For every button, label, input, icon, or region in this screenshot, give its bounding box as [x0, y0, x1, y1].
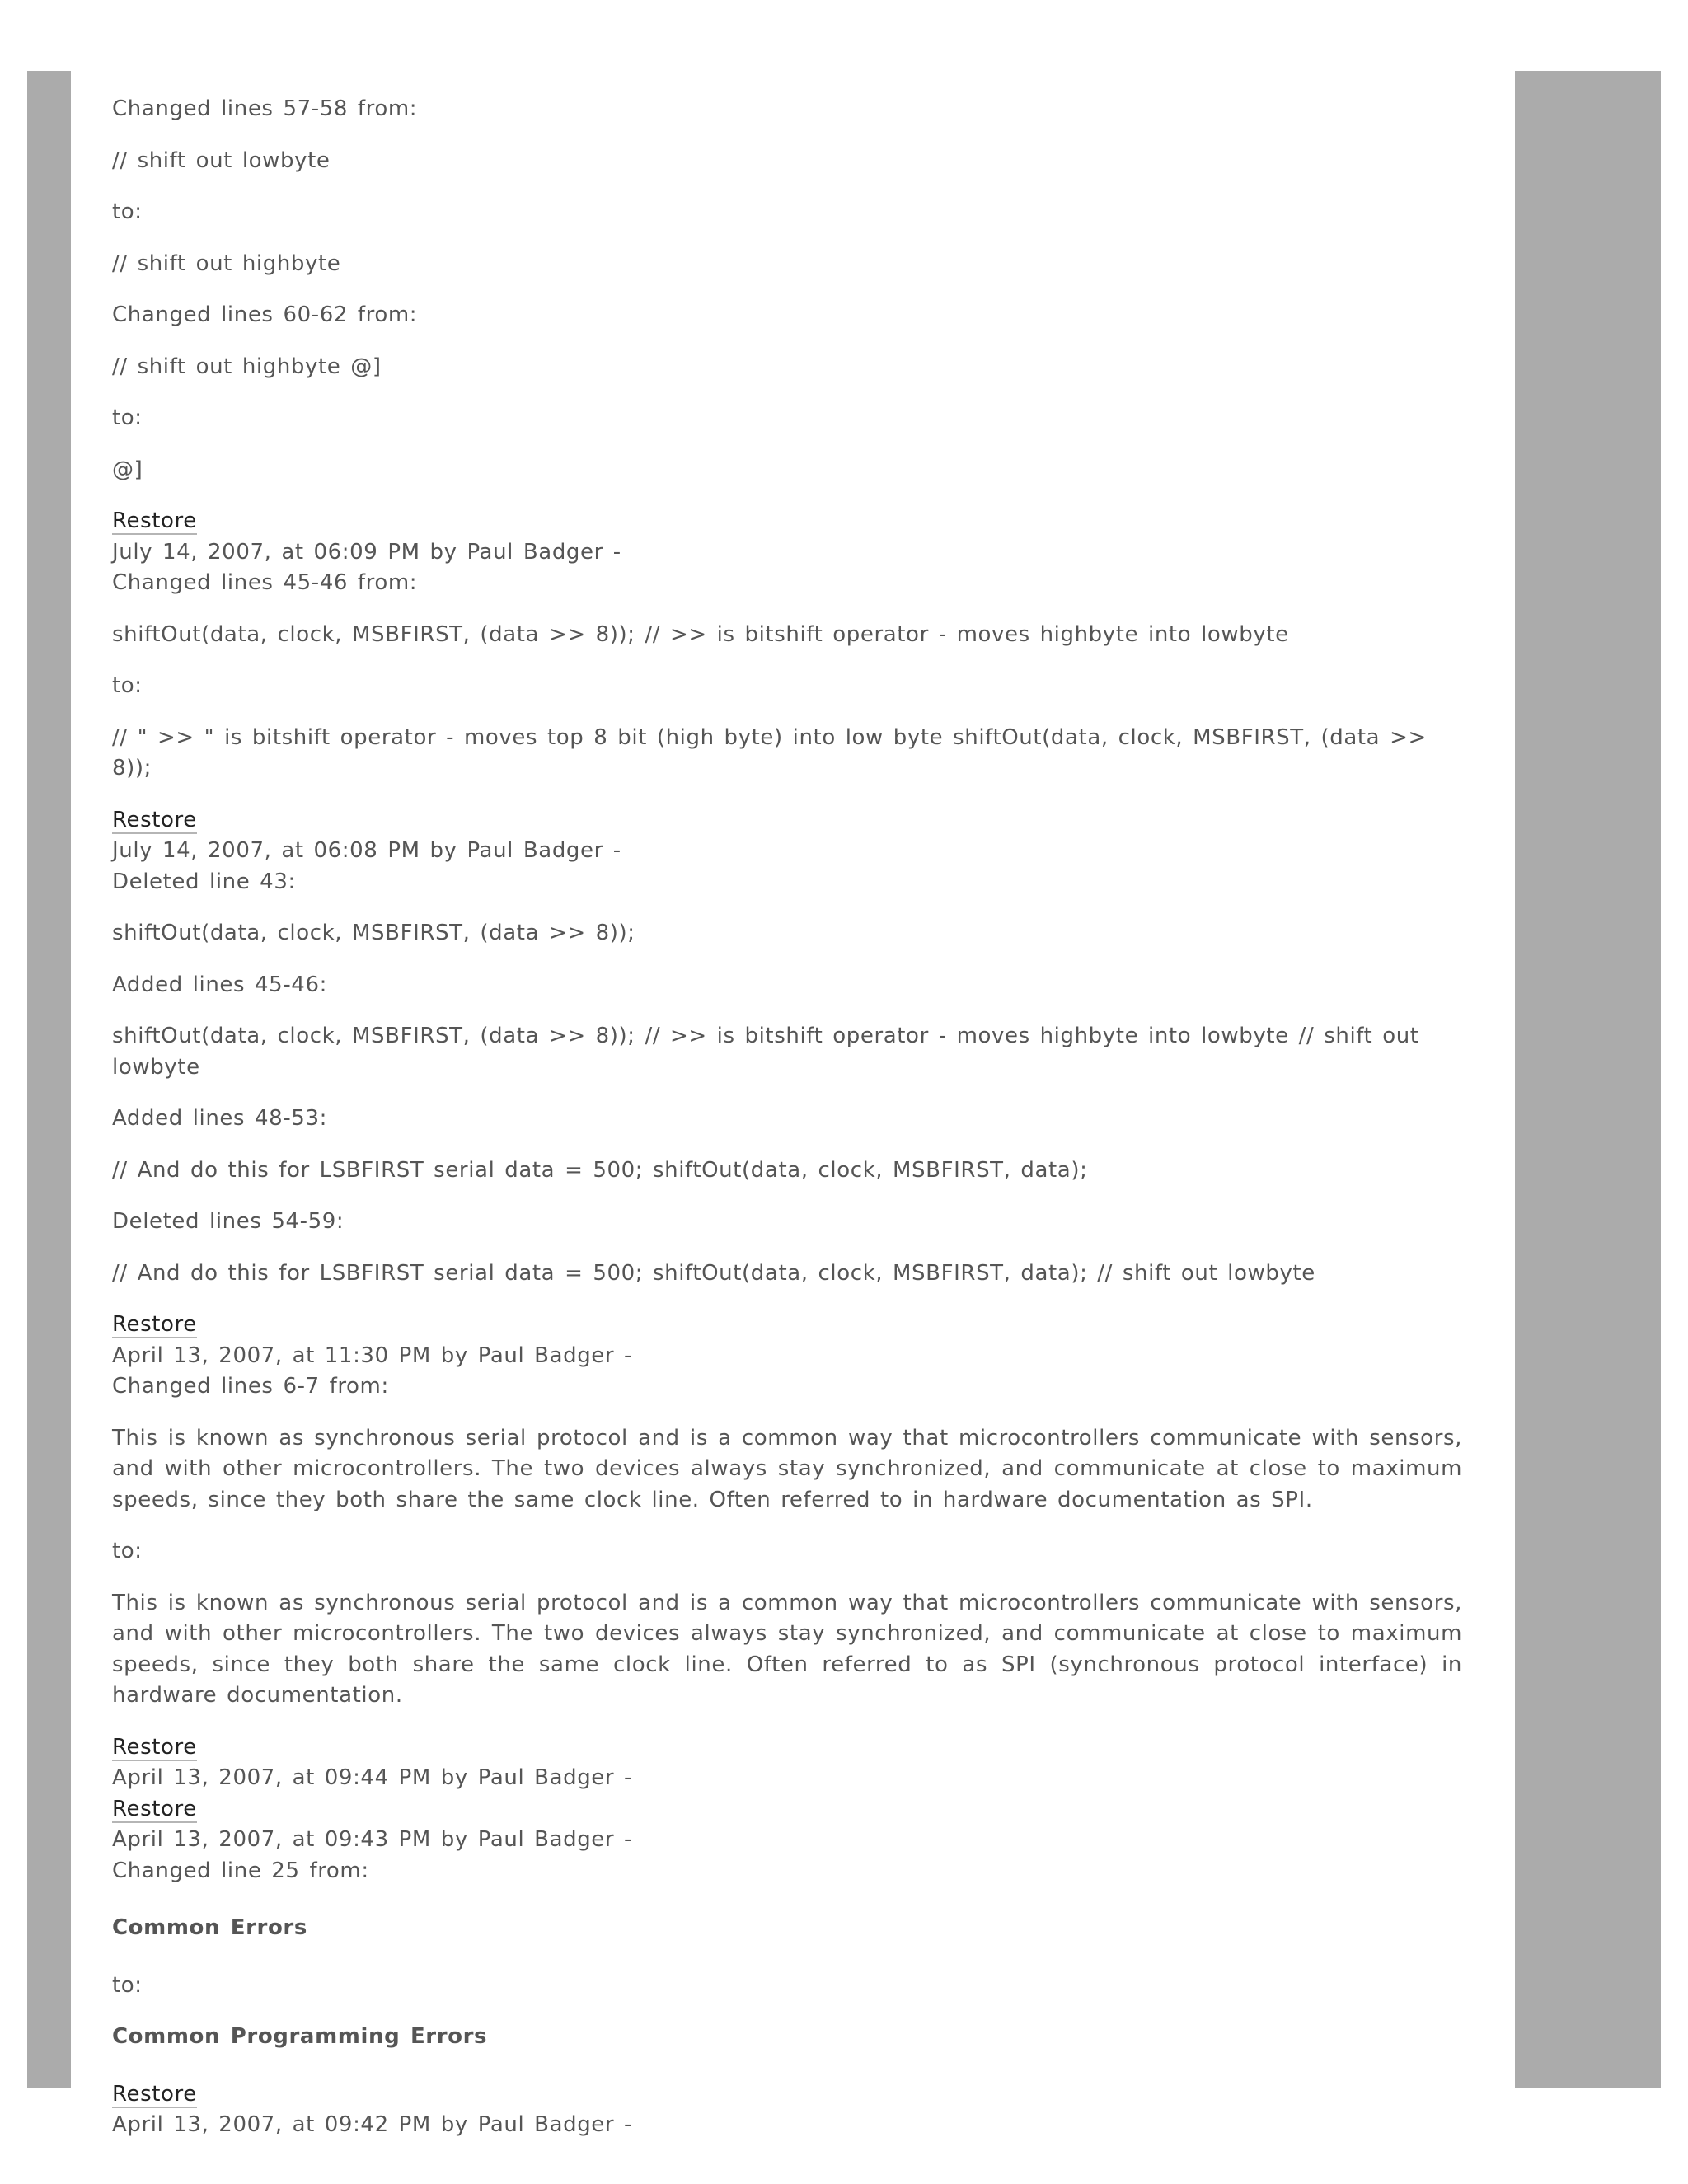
revision-meta: April 13, 2007, at 09:42 PM by Paul Badger - — [112, 2112, 633, 2137]
diff-text: Deleted lines 54-59: — [112, 1209, 345, 1234]
diff-text: to: — [112, 1972, 143, 1998]
diff-paragraph: This is known as synchronous serial protocol and is a common way that microcontrollers communicate with sensors, and with other microcontrollers. The two devices always stay synchronized, and communicate at close to maximum speeds, since they both share the same clock line. Often referred to in hardware documentation as SPI. — [112, 1425, 1462, 1512]
revision-meta: April 13, 2007, at 09:43 PM by Paul Badger - — [112, 1827, 633, 1852]
restore-link[interactable]: Restore — [112, 509, 197, 533]
revision-meta: July 14, 2007, at 06:08 PM by Paul Badger - — [112, 838, 621, 863]
diff-text: // And do this for LSBFIRST serial data = 500; shiftOut(data, clock, MSBFIRST, data); // shift out lowbyte — [112, 1260, 1315, 1286]
restore-link[interactable]: Restore — [112, 2081, 197, 2107]
diff-text: to: — [112, 673, 143, 698]
diff-text: shiftOut(data, clock, MSBFIRST, (data >> 8)); // >> is bitshift operator - moves highbyte into lowbyte // shift out lowbyte — [112, 1024, 1419, 1080]
diff-text: Added lines 48-53: — [112, 1106, 327, 1131]
diff-text: @] — [112, 457, 143, 482]
diff-heading: Common Programming Errors — [112, 2024, 488, 2049]
diff-text: // shift out lowbyte — [112, 148, 331, 173]
restore-link[interactable]: Restore — [112, 807, 197, 832]
revision-meta: April 13, 2007, at 09:44 PM by Paul Badger - — [112, 1765, 633, 1790]
diff-text: // shift out highbyte — [112, 251, 341, 276]
revision-entry — [112, 1310, 1462, 1403]
revision-change: Deleted line 43: — [112, 869, 296, 894]
diff-text: Changed lines 60-62 from: — [112, 302, 418, 327]
diff-text: // And do this for LSBFIRST serial data = 500; shiftOut(data, clock, MSBFIRST, data); — [112, 1157, 1088, 1183]
restore-link[interactable]: Restore — [112, 1312, 197, 1337]
history-list — [112, 94, 1462, 2162]
revision-change: Changed lines 45-46 from: — [112, 570, 418, 595]
revision-entry — [112, 2079, 1462, 2141]
diff-text: to: — [112, 405, 143, 430]
diff-paragraph: This is known as synchronous serial protocol and is a common way that microcontrollers communicate with sensors, and with other microcontrollers. The two devices always stay synchronized, and communicate at close to maximum speeds, since they both share the same clock line. Often referred to as SPI (synchronous protocol interface) in hardware documentation. — [112, 1590, 1462, 1708]
diff-text: shiftOut(data, clock, MSBFIRST, (data >> 8)); — [112, 921, 635, 945]
revision-meta: July 14, 2007, at 06:09 PM by Paul Badger - — [112, 539, 621, 565]
restore-link[interactable]: Restore — [112, 1734, 197, 1760]
revision-entry — [112, 506, 1462, 599]
diff-text: to: — [112, 1539, 143, 1563]
diff-text: to: — [112, 199, 143, 224]
page-history-content — [71, 71, 1515, 2137]
diff-text: Changed lines 57-58 from: — [112, 96, 418, 121]
diff-text: shiftOut(data, clock, MSBFIRST, (data >> 8)); // >> is bitshift operator - moves highbyte into lowbyte — [112, 621, 1289, 647]
diff-text: // shift out highbyte @] — [112, 354, 382, 379]
revision-entry — [112, 805, 1462, 898]
restore-link[interactable]: Restore — [112, 1796, 197, 1821]
revision-entry — [112, 1732, 1462, 1887]
revision-change: Changed line 25 from: — [112, 1858, 369, 1883]
diff-text: Added lines 45-46: — [112, 972, 327, 997]
revision-meta: April 13, 2007, at 11:30 PM by Paul Badger - — [112, 1343, 633, 1368]
diff-text: // " >> " is bitshift operator - moves top 8 bit (high byte) into low byte shiftOut(data, clock, MSBFIRST, (data >> 8)); — [112, 724, 1427, 780]
revision-change: Changed lines 6-7 from: — [112, 1374, 389, 1399]
diff-heading: Common Errors — [112, 1915, 307, 1940]
